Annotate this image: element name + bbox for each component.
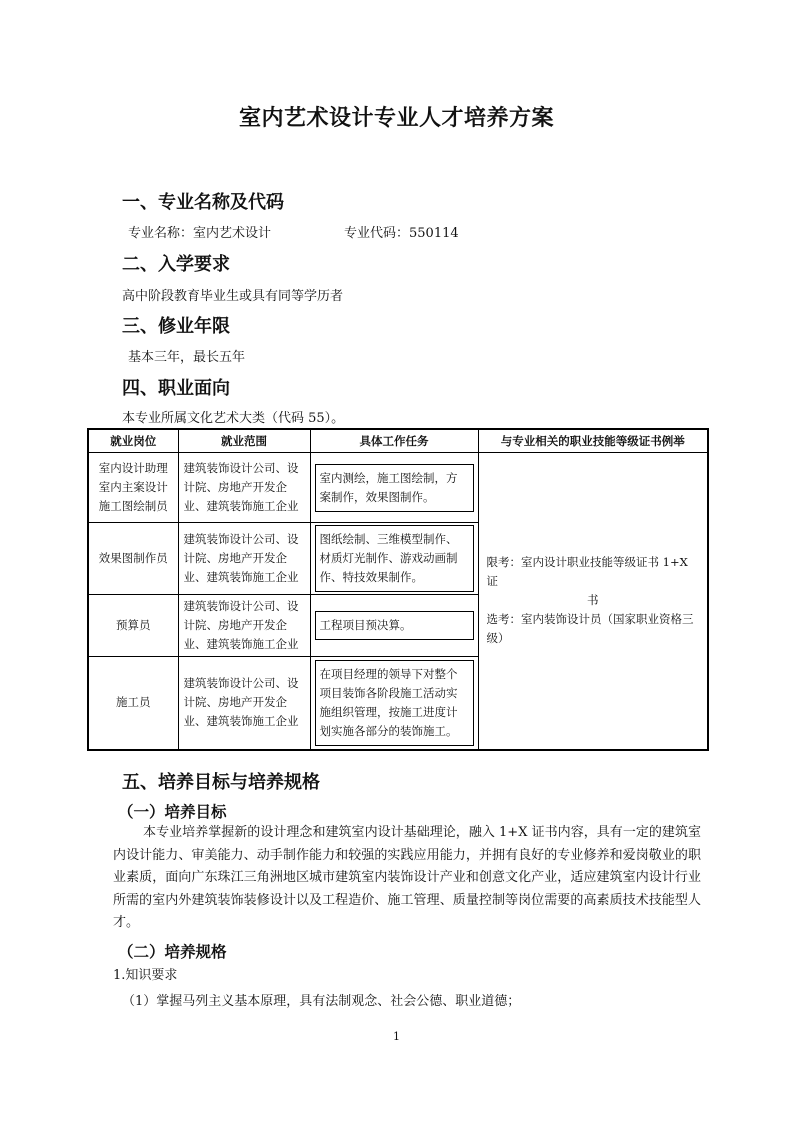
header-scope: 就业范围 [178, 429, 310, 453]
position-cell [88, 453, 178, 523]
scope-cell: 建筑装饰设计公司、设计院、房地产开发企业、建筑装饰施工企业 [178, 523, 310, 595]
duration-text: 基本三年，最长五年 [128, 350, 246, 365]
cert-required-cont: 书 [587, 593, 599, 608]
section-heading-admission: 二、入学要求 [122, 254, 230, 275]
position-cell: 效果图制作员 [88, 523, 178, 595]
goals-text: 本专业培养掌握新的设计理念和建筑室内设计基础理论，融入 1+X 证书内容，具有一定的建筑室内设计能力、审美能力、动手制作能力和较强的实践应用能力，并拥有良好的专业修养和爱岗敬业的职业素质，面向广东珠江三角洲地区城市建筑室内装饰设计产业和创意文化产业，适应建筑室内设计行业所需的室内外建筑装饰装修设计以及工程造价、施工管理、质量控制等岗位需要的高素质技术技能型人才。 [113, 825, 701, 931]
admission-text: 高中阶段教育毕业生或具有同等学历者 [122, 289, 344, 304]
position-name: 室内主案设计 [98, 480, 168, 494]
scope-cell: 建筑装饰设计公司、设计院、房地产开发企业、建筑装饰施工企业 [178, 453, 310, 523]
cert-optional: 选考：室内装饰设计员（国家职业资格三级） [486, 612, 694, 646]
section-heading-major: 一、专业名称及代码 [122, 192, 284, 213]
knowledge-heading: 1.知识要求 [113, 968, 178, 983]
goals-paragraph [113, 822, 701, 935]
header-position: 就业岗位 [88, 429, 178, 453]
page-number: 1 [393, 1030, 400, 1043]
career-table [87, 428, 709, 751]
position-cell: 施工员 [88, 657, 178, 750]
header-cert: 与专业相关的职业技能等级证书例举 [478, 429, 708, 453]
major-code: 专业代码：550114 [344, 226, 459, 241]
task-text: 室内测绘，施工图绘制，方案制作，效果图制作。 [315, 464, 474, 512]
scope-cell: 建筑装饰设计公司、设计院、房地产开发企业、建筑装饰施工企业 [178, 595, 310, 657]
header-task: 具体工作任务 [310, 429, 478, 453]
task-cell [310, 595, 478, 657]
career-intro: 本专业所属文化艺术大类（代码 55）。 [122, 411, 345, 426]
task-text: 在项目经理的领导下对整个项目装饰各阶段施工活动实施组织管理，按施工进度计划实施各部分的装饰施工。 [315, 660, 474, 746]
section-heading-duration: 三、修业年限 [122, 316, 230, 337]
task-cell [310, 657, 478, 750]
scope-cell: 建筑装饰设计公司、设计院、房地产开发企业、建筑装饰施工企业 [178, 657, 310, 750]
task-cell [310, 453, 478, 523]
table-row [88, 453, 708, 523]
subheading-goals: （一）培养目标 [118, 803, 227, 821]
section-heading-goals: 五、培养目标与培养规格 [122, 772, 320, 793]
page-title: 室内艺术设计专业人才培养方案 [238, 106, 554, 131]
task-cell [310, 523, 478, 595]
task-text: 图纸绘制、三维模型制作、材质灯光制作、游戏动画制作、特技效果制作。 [315, 525, 474, 592]
major-name: 专业名称：室内艺术设计 [128, 226, 272, 241]
cert-cell [478, 453, 708, 750]
task-text: 工程项目预决算。 [315, 611, 474, 640]
table-header-row [88, 429, 708, 453]
position-name: 施工图绘制员 [98, 499, 168, 513]
position-name: 室内设计助理 [98, 461, 168, 475]
position-cell: 预算员 [88, 595, 178, 657]
cert-required: 限考：室内设计职业技能等级证书 1+X 证 [486, 555, 688, 589]
section-heading-career: 四、职业面向 [122, 378, 230, 399]
knowledge-item-1: （1）掌握马列主义基本原理，具有法制观念、社会公德、职业道德； [122, 994, 521, 1009]
subheading-specs: （二）培养规格 [118, 943, 227, 961]
